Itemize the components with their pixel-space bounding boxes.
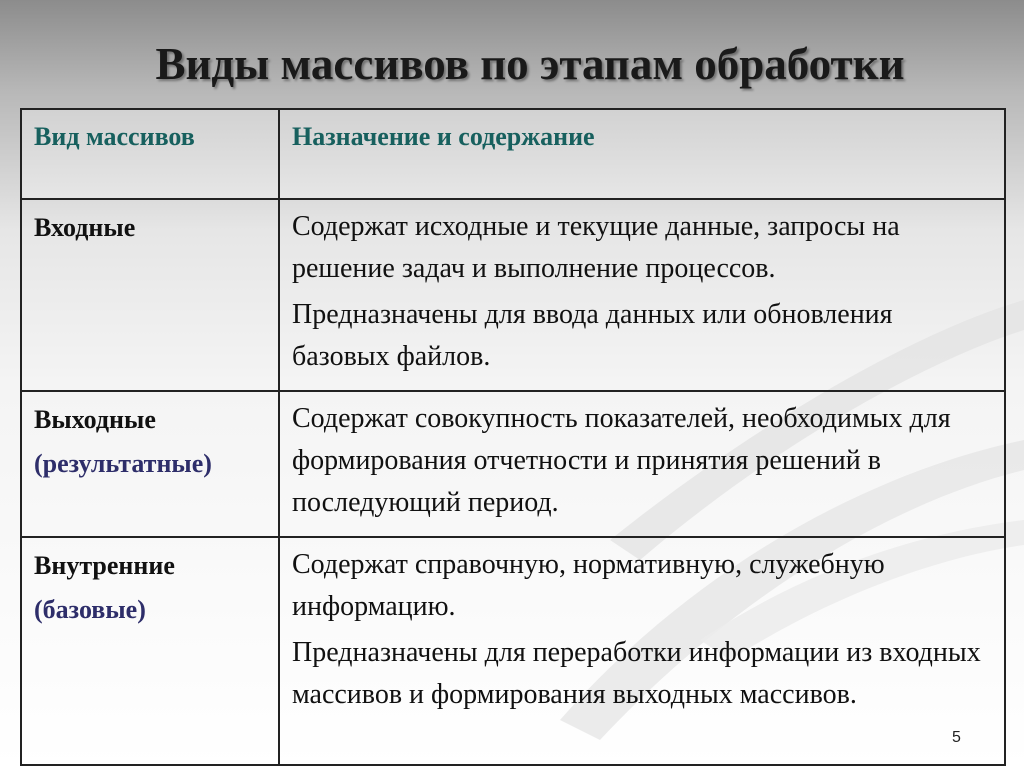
- slide-number: 5: [952, 729, 961, 746]
- desc-paragraph: Содержат справочную, нормативную, служебную информацию.: [292, 549, 885, 622]
- kind-label: Выходные: [34, 405, 156, 434]
- header-kind: Вид массивов: [21, 109, 279, 199]
- desc-paragraph: Предназначены для ввода данных или обновления базовых файлов.: [292, 299, 893, 372]
- kind-cell: [21, 199, 279, 391]
- desc-paragraph: Содержат совокупность показателей, необходимых для формирования отчетности и принятия решений в последующий период.: [292, 403, 951, 518]
- table-header-row: [21, 109, 1005, 199]
- desc-paragraph: Содержат исходные и текущие данные, запросы на решение задач и выполнение процессов.: [292, 211, 900, 284]
- desc-cell: [279, 537, 1005, 765]
- kind-label: Входные: [34, 213, 136, 242]
- kind-cell: [21, 537, 279, 765]
- table-row: [21, 537, 1005, 765]
- desc-cell: [279, 199, 1005, 391]
- header-purpose: Назначение и содержание: [279, 109, 1005, 199]
- kind-label: Внутренние: [34, 551, 175, 580]
- table-row: [21, 391, 1005, 537]
- desc-cell: [279, 391, 1005, 537]
- slide-title: Виды массивов по этапам обработки: [155, 39, 905, 89]
- arrays-table: [20, 108, 1006, 766]
- table-row: [21, 199, 1005, 391]
- desc-paragraph: Предназначены для переработки информации из входных массивов и формирования выходных массивов.: [292, 637, 981, 710]
- kind-sublabel: (результатные): [34, 449, 212, 478]
- kind-sublabel: (базовые): [34, 595, 146, 624]
- kind-cell: [21, 391, 279, 537]
